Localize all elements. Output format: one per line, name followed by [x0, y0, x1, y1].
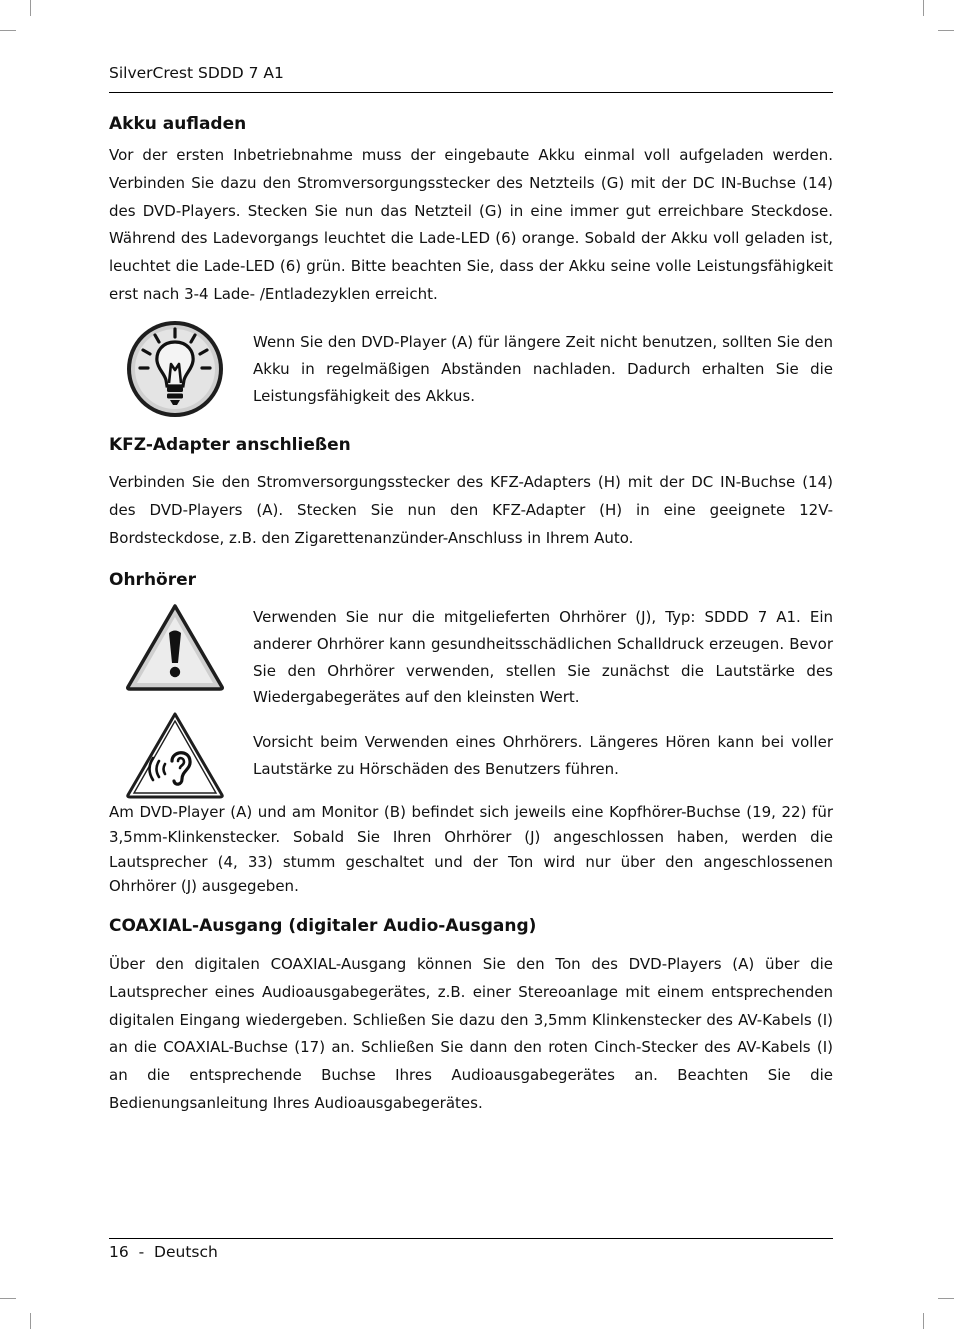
car-adapter-body: Verbinden Sie den Stromversorgungsstecker des KFZ-Adapters (H) mit der DC IN-Buchse (14) des DVD-Players (A). Stecken Sie nun den KFZ-Adapter (H) in eine geeignete 12V-Bordsteckdose, z.B. den Zigarettenanzünder-Anschluss in Ihrem Auto. — [109, 473, 833, 547]
crop-mark — [938, 1298, 954, 1299]
coaxial-body: Über den digitalen COAXIAL-Ausgang können Sie den Ton des DVD-Players (A) über die Lautsprecher eines Audioausgabegerätes, z.B. einer Stereoanlage mit einem entsprechenden digitalen Eingang wiedergeben. Schließen Sie dazu den 3,5mm Klinkenstecker des AV-Kabels (I) an die COAXIAL-Buchse (17) an. Schließen Sie dann den roten Cinch-Stecker des AV-Kabels (I) an die entsprechende Buchse Ihres Audioausgabegerätes an. Beachten Sie die Bedienungsanleitung Ihres Audioausgabegerätes. — [109, 955, 833, 1112]
header-rule — [109, 92, 833, 93]
section-heading-charging: Akku aufladen — [109, 114, 247, 134]
charging-body: Vor der ersten Inbetriebnahme muss der eingebaute Akku einmal voll aufgeladen werden. Verbinden Sie dazu den Stromversorgungsstecker des Netzteils (G) mit der DC IN-Buchse (14) des DVD-Players. Stecken Sie nun das Netzteil (G) in eine immer gut erreichbare Steckdose. Während des Ladevorgangs leuchtet die Lade-LED (6) orange. Sobald der Akku voll geladen ist, leuchtet die Lade-LED (6) grün. Bitte beachten Sie, dass der Akku seine volle Leistungsfähigkeit erst nach 3-4 Lade- /Entladezyklen erreicht. — [109, 146, 833, 303]
crop-mark — [938, 30, 954, 31]
section-heading-headphones: Ohrhörer — [109, 570, 197, 590]
crop-mark — [30, 1313, 31, 1329]
section-heading-coaxial: COAXIAL-Ausgang (digitaler Audio-Ausgang) — [109, 916, 537, 936]
footer-rule — [109, 1238, 833, 1239]
section-heading-car-adapter: KFZ-Adapter anschließen — [109, 435, 351, 455]
lightbulb-icon — [126, 320, 224, 418]
crop-mark — [0, 1298, 16, 1299]
headphones-hearing-warning: Vorsicht beim Verwenden eines Ohrhörers. Längeres Hören kann bei voller Lautstärke zu Hörschäden des Benutzers führen. — [253, 733, 833, 778]
page-number: 16 - Deutsch — [109, 1243, 218, 1261]
crop-mark — [0, 30, 16, 31]
charging-tip: Wenn Sie den DVD-Player (A) für längere Zeit nicht benutzen, sollten Sie den Akku in regelmäßigen Abständen nachladen. Dadurch erhalten Sie die Leistungsfähigkeit des Akkus. — [253, 333, 833, 405]
running-header: SilverCrest SDDD 7 A1 — [109, 64, 284, 82]
headphones-body: Am DVD-Player (A) und am Monitor (B) befindet sich jeweils eine Kopfhörer-Buchse (19, 22) für 3,5mm-Klinkenstecker. Sobald Sie Ihren Ohrhörer (J) angeschlossen haben, werden die Lautsprecher (4, 33) stumm geschaltet und der Ton wird nur über den angeschlossenen Ohrhörer (J) ausgegeben. — [109, 803, 833, 896]
hearing-damage-icon — [125, 711, 225, 799]
crop-mark — [923, 1313, 924, 1329]
crop-mark — [923, 0, 924, 16]
headphones-warning: Verwenden Sie nur die mitgelieferten Ohrhörer (J), Typ: SDDD 7 A1. Ein anderer Ohrhörer kann gesundheitsschädlichen Schalldruck erzeugen. Bevor Sie den Ohrhörer verwenden, stellen Sie zunächst die Lautstärke des Wiedergabegerätes auf den kleinsten Wert. — [253, 608, 833, 707]
warning-triangle-icon — [125, 603, 225, 691]
crop-mark — [30, 0, 31, 16]
